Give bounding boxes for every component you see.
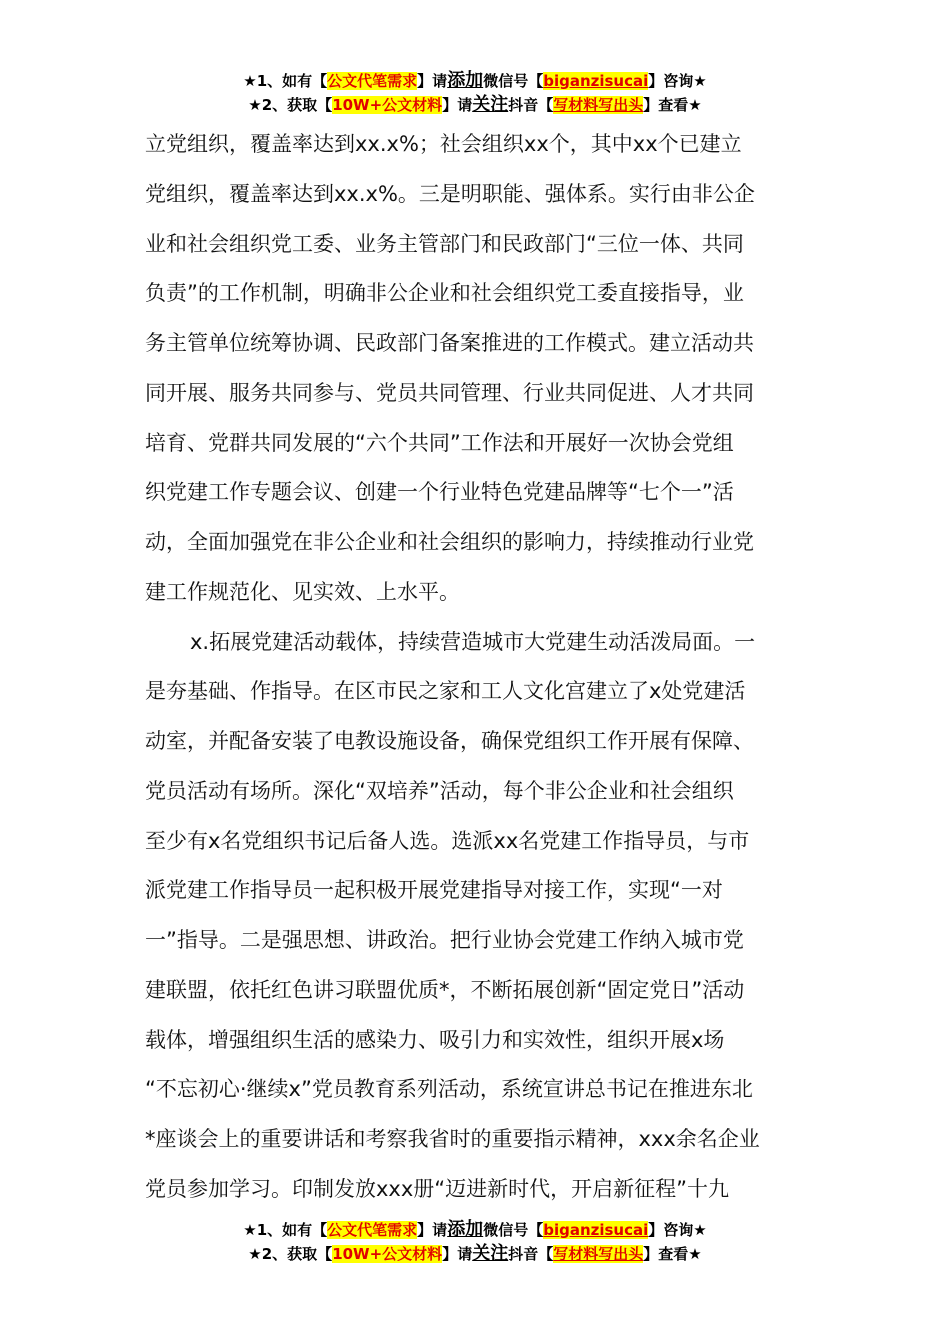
text-line: 负责”的工作机制，明确非公企业和社会组织党工委直接指导，业 [145, 281, 744, 306]
text: 】请 [442, 96, 473, 114]
highlight-text: 公文代笔需求 [327, 1221, 418, 1239]
text: 】请 [417, 1221, 448, 1239]
text: 微信号【 [483, 72, 544, 90]
banner-line-1 [0, 1218, 950, 1242]
text-line: 动室，并配备安装了电教设施设备，确保党组织工作开展有保障、 [145, 729, 754, 753]
text-line: 立党组织，覆盖率达到xx.x%；社会组织xx个，其中xx个已建立 [145, 132, 742, 156]
text: ★2、获取【 [248, 1245, 333, 1263]
text-line: 党员参加学习。印制发放xxx册“迈进新时代，开启新征程”十九 [145, 1176, 730, 1201]
douyin-account: 写材料写出头 [553, 1245, 644, 1263]
wechat-id: biganzisucai [543, 1221, 649, 1239]
highlight-text: 10W+公文材料 [332, 96, 443, 114]
text: 】咨询★ [648, 72, 707, 90]
highlight-text: 公文代笔需求 [327, 72, 418, 90]
douyin-account: 写材料写出头 [553, 96, 644, 114]
text-line: *座谈会上的重要讲话和考察我省时的重要指示精神，xxx余名企业 [145, 1127, 760, 1151]
banner-line-2 [0, 93, 950, 117]
text-line: 党员活动有场所。深化“双培养”活动，每个非公企业和社会组织 [145, 778, 734, 803]
body-text [145, 120, 825, 1215]
text: ★2、获取【 [248, 96, 333, 114]
text-line: 业和社会组织党工委、业务主管部门和民政部门“三位一体、共同 [145, 231, 744, 256]
banner-line-1 [0, 69, 950, 93]
text-line: 建工作规范化、见实效、上水平。 [145, 579, 460, 604]
text-line: 一”指导。二是强思想、讲政治。把行业协会党建工作纳入城市党 [145, 928, 744, 952]
text: 】查看★ [643, 96, 702, 114]
text: 抖音【 [508, 96, 554, 114]
text-line: 务主管单位统筹协调、民政部门备案推进的工作模式。建立活动共 [145, 331, 754, 355]
underlined-text: 添加 [447, 70, 484, 91]
text: 微信号【 [483, 1221, 544, 1239]
header-banner [0, 69, 950, 117]
text-line: 载体，增强组织生活的感染力、吸引力和实效性，组织开展x场 [145, 1027, 725, 1052]
text-line: 至少有x名党组织书记后备人选。选派xx名党建工作指导员，与市 [145, 828, 750, 853]
banner-line-2 [0, 1242, 950, 1266]
text: 】咨询★ [648, 1221, 707, 1239]
text: ★1、如有【 [243, 72, 328, 90]
text-line: 派党建工作指导员一起积极开展党建指导对接工作，实现“一对 [145, 878, 723, 903]
text-line: 织党建工作专题会议、创建一个行业特色党建品牌等“七个一”活 [145, 480, 734, 505]
text: ★1、如有【 [243, 1221, 328, 1239]
text: 】请 [417, 72, 448, 90]
text-line: 建联盟，依托红色讲习联盟优质*，不断拓展创新“固定党日”活动 [145, 977, 745, 1002]
text-line: 是夯基础、作指导。在区市民之家和工人文化宫建立了x处党建活 [145, 679, 746, 704]
wechat-id: biganzisucai [543, 72, 649, 90]
text-line: x.拓展党建活动载体，持续营造城市大党建生动活泼局面。一 [190, 629, 756, 654]
text: 抖音【 [508, 1245, 554, 1263]
text-line: 培育、党群共同发展的“六个共同”工作法和开展好一次协会党组 [145, 430, 734, 455]
footer-banner [0, 1218, 950, 1266]
underlined-text: 关注 [472, 94, 509, 115]
underlined-text: 关注 [472, 1243, 509, 1264]
text: 】查看★ [643, 1245, 702, 1263]
text-line: 动，全面加强党在非公企业和社会组织的影响力，持续推动行业党 [145, 530, 754, 554]
highlight-text: 10W+公文材料 [332, 1245, 443, 1263]
text-line: “不忘初心·继续x”党员教育系列活动，系统宣讲总书记在推进东北 [145, 1077, 753, 1102]
text-line: 党组织，覆盖率达到xx.x%。三是明职能、强体系。实行由非公企 [145, 181, 755, 206]
text: 】请 [442, 1245, 473, 1263]
text-line: 同开展、服务共同参与、党员共同管理、行业共同促进、人才共同 [145, 380, 754, 405]
underlined-text: 添加 [447, 1219, 484, 1240]
